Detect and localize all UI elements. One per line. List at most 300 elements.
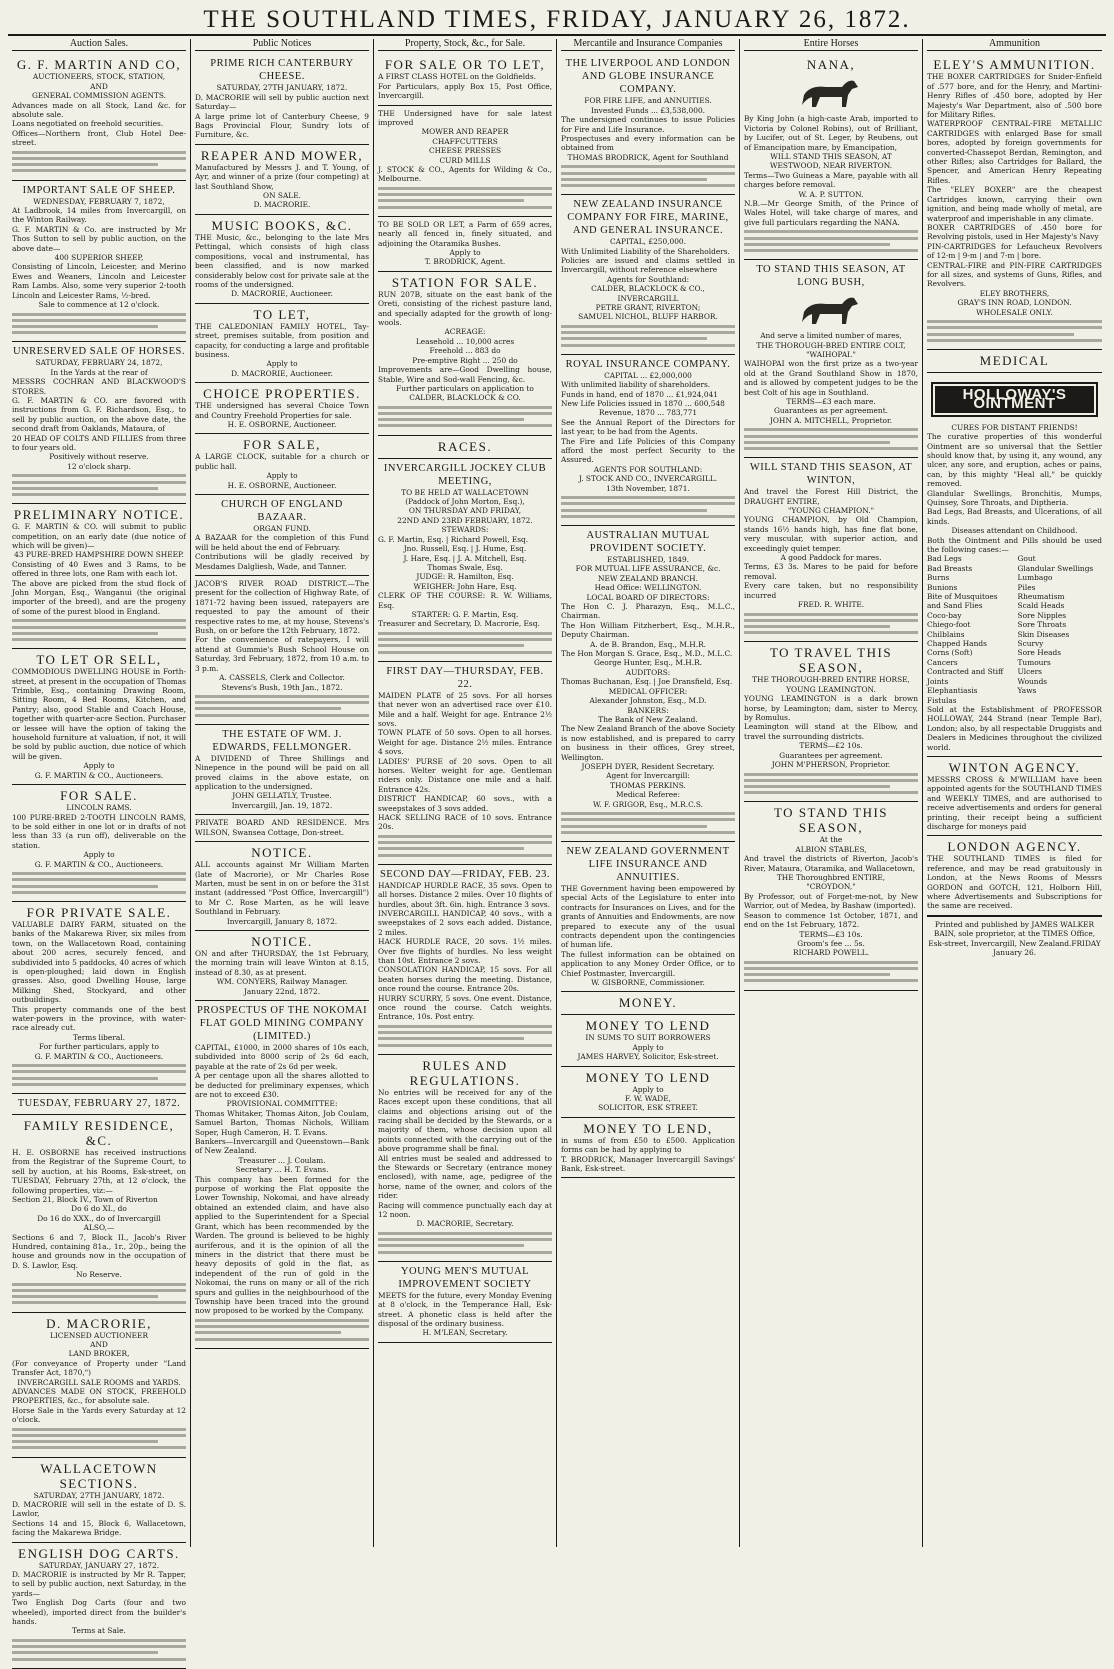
ad-line: The Hon William Fitzherbert, Esq., M.H.R., Deputy Chairman. — [561, 620, 735, 640]
ad-line: G. F. MARTIN & Co. are instructed by Mr Thos Sutton to sell by public auction, on the above date— — [12, 224, 186, 253]
advertisement — [378, 662, 552, 865]
ad-headline: INVERCARGILL JOCKEY CLUB MEETING, — [383, 462, 547, 487]
advertisement — [195, 145, 369, 215]
ad-line: CHAFFCUTTERS — [432, 136, 498, 146]
ad-headline: IMPORTANT SALE OF SHEEP. — [22, 184, 176, 196]
ad-line: Season to commence 1st October, 1871, and end on the 1st February, 1872. — [744, 910, 918, 930]
advertisement — [195, 576, 369, 725]
ad-line: Terms—Two Guineas a Mare, payable with all charges before removal. — [744, 170, 918, 190]
ad-line: "WAIHOPAI." — [806, 350, 856, 360]
ad-line: By Professor, out of Forget-me-not, by New Warrior, out of Medea, by Bashaw (imported). — [744, 891, 918, 911]
ad-line: Sections 14 and 15, Block 6, Wallacetown, facing the Makarewa Bridge. — [12, 1518, 186, 1538]
text-block — [12, 474, 186, 496]
ailment-item: Sore Heads — [1017, 648, 1062, 658]
ad-line: SATURDAY, JANUARY 27, 1872. — [38, 1560, 160, 1570]
ad-line: F. W. WADE, — [625, 1094, 671, 1103]
ad-line: 13th November, 1871. — [606, 483, 690, 493]
ad-line: HACK SELLING RACE of 10 sovs. Entrance 20s. — [378, 812, 552, 832]
ad-headline: PRIME RICH CANTERBURY CHEESE. — [210, 58, 354, 83]
ailment-item: Chilblains — [927, 629, 965, 639]
ad-line: THE THOROUGH-BRED ENTIRE HORSE, — [752, 675, 910, 685]
ad-headline: FAMILY RESIDENCE, &C. — [23, 1117, 175, 1148]
advertisement — [561, 1118, 735, 1179]
ailment-item: Fistulas — [927, 695, 957, 705]
advertisement — [561, 1015, 735, 1066]
horse-woodcut-icon — [796, 75, 866, 111]
ad-line: Bankers—Invercargill and Queenstown—Bank of New Zealand. — [195, 1137, 369, 1156]
ad-line: ON THURSDAY AND FRIDAY, — [408, 506, 522, 516]
ad-headline: CHURCH OF ENGLAND BAZAAR. — [221, 499, 343, 523]
ad-line: THE BOXER CARTRIDGES for Snider-Enfield of .577 bore, and for the Henry, and Martini-Henry Rifles of .450 bore, adopted by Her Majesty's War Department, also of .500 bore for Military Rifles. — [927, 72, 1102, 120]
ad-line: PIN-CARTRIDGES for Lefaucheux Revolvers of 12-m | 9-m | and 7-m | bore. — [927, 241, 1102, 261]
text-block — [12, 1283, 186, 1305]
ad-line: "CROYDON," — [806, 882, 856, 892]
ad-line: G. F. MARTIN & CO., Auctioneers. — [34, 770, 164, 780]
ad-line: H. E. OSBORNE, Auctioneer. — [227, 419, 337, 429]
ad-line: Thomas Buchanan, Esq. | Joe Dransfield, Esq. — [561, 677, 733, 687]
ad-line: J. STOCK & CO., Agents for Wilding & Co., Melbourne. — [378, 165, 552, 184]
advertisement — [561, 526, 735, 842]
advertisement — [561, 1067, 735, 1118]
ad-line: LADIES' PURSE of 20 sovs. Open to all horses. Welter weight for age. Gentleman riders only. Distance one mile and a half. Entrance 42s. — [378, 756, 552, 794]
ad-line: MEDICAL OFFICER: — [608, 686, 688, 696]
ailment-item: Ulcers — [1017, 667, 1042, 677]
ad-line: Secretary ... H. T. Evans. — [235, 1165, 329, 1175]
ad-headline: NOTICE. — [251, 933, 313, 949]
ad-line: TERMS—£2 10s. — [799, 741, 863, 751]
ad-line: The Fire and Life Policies of this Company afford the most perfect Security to the Assured. — [561, 436, 735, 465]
advertisement — [12, 54, 186, 180]
ailment-item: Skin Diseases — [1017, 629, 1070, 639]
columns — [8, 38, 1106, 1636]
ad-footer: Sold at the Establishment of PROFESSOR HOLLOWAY, 244 Strand (near Temple Bar), London; also, by all respectable Druggists and Dealers in Medicines throughout the civilized world. — [927, 704, 1102, 752]
ad-line: Leamington will stand at the Elbow, and travel the surrounding districts. — [744, 722, 918, 741]
ad-line: RICHARD POWELL. — [793, 948, 869, 958]
advertisement — [378, 459, 552, 662]
ad-line: Terms at Sale. — [72, 1626, 126, 1636]
ad-headline: WALLACETOWN SECTIONS. — [40, 1460, 158, 1491]
ad-line: Sections 6 and 7, Block II., Jacob's River Hundred, containing 81a., 1r., 20p., being the house and grounds now in the occupation of D. S. Lawlor, Esq. — [12, 1232, 186, 1270]
ad-line: TO BE SOLD OR LET, a Farm of 659 acres, nearly all fenced in, finely situated, and adjoining the Otaramika Bushes. — [378, 219, 552, 248]
ad-line: CALDER, BLACKLOCK & CO. — [409, 393, 521, 403]
ad-line: Contributions will be gladly received by Mesdames Dalgliesh, Wade, and Tanner. — [195, 552, 369, 571]
ad-line: WILL STAND THIS SEASON, AT — [770, 152, 892, 162]
advertisement — [12, 649, 186, 785]
ad-line: H. E. OSBORNE, Auctioneer. — [227, 480, 337, 490]
column-heading: Auction Sales. — [12, 39, 186, 51]
ad-headline: REAPER AND MOWER, — [200, 147, 364, 163]
text-block — [195, 695, 369, 717]
ad-line: G. F. MARTIN & CO. are favored with instructions from G. F. Richardson, Esq., to sell by public auction, on the above date, the second draft from Oaklands, Mataura, of — [12, 396, 186, 434]
advertisement — [561, 355, 735, 526]
ad-headline: G. F. MARTIN AND CO, — [16, 57, 182, 73]
ad-headline: STATION FOR SALE. — [391, 274, 539, 290]
advertisement — [561, 992, 735, 1015]
ad-line: With Unlimited Liability of the Shareholders. — [561, 246, 730, 256]
ad-line: THE Undersigned have for sale latest improved — [378, 108, 552, 128]
ad-line: PETRE GRANT, RIVERTON; — [595, 303, 701, 313]
text-block — [744, 961, 918, 983]
ad-line: "YOUNG CHAMPION." — [788, 506, 874, 516]
ailment-item: Corns (Soft) — [927, 648, 973, 658]
advertisement — [12, 1313, 186, 1458]
ad-line: Apply to — [632, 1084, 664, 1094]
ad-line: GRAY'S INN ROAD, LONDON. — [957, 298, 1072, 308]
ad-line: MAIDEN PLATE of 25 sovs. For all horses that never won an advertised race over £10. Mile and a half. Weight for age. Entrance 2½ sovs. — [378, 690, 552, 728]
ad-line: NEW ZEALAND BRANCH. — [598, 573, 698, 583]
ad-line: Further particulars on application to — [396, 383, 534, 393]
advertisement — [195, 725, 369, 815]
column-5 — [740, 39, 923, 1547]
ad-line: ELEY BROTHERS, — [979, 288, 1050, 298]
ad-line: Treasurer ... J. Coulam. — [238, 1155, 326, 1165]
text-block — [927, 320, 1102, 342]
imprint-line: FRIDAY January 26. — [992, 938, 1101, 958]
text-block — [378, 1232, 552, 1254]
advertisement — [195, 815, 369, 842]
text-block — [378, 835, 552, 857]
ad-line: Thomas Whitaker, Thomas Aiton, Job Coulam, Samuel Barton, Thomas Nichols, William Soper, Hugh Cameron, H. T. Evans. — [195, 1108, 369, 1137]
advertisement — [195, 1001, 369, 1349]
text-block — [744, 428, 918, 450]
ad-line: Apply to — [632, 1042, 664, 1052]
ad-line: And travel the districts of Riverton, Jacob's River, Mataura, Otaramika, and Wallacetown, — [744, 854, 918, 873]
advertisement — [378, 1055, 552, 1262]
text-block — [12, 1064, 186, 1086]
ailment-item: Tumours — [1017, 657, 1051, 667]
advertisement — [378, 865, 552, 1055]
advertisement — [195, 383, 369, 434]
advertisement — [195, 495, 369, 576]
imprint-line: Printed and published by JAMES WALKER BAIN, sole proprietor, at the TIMES Office, Esk-street, Invercargill, New Zealand. — [928, 919, 1096, 948]
ad-line: No Reserve. — [76, 1270, 122, 1280]
ailment-item: Chapped Hands — [927, 639, 987, 649]
ailments-column — [927, 554, 1012, 705]
advertisement — [195, 304, 369, 383]
ad-line: Revenue, 1870 ... 783,771 — [598, 408, 698, 418]
ad-line: ORGAN FUND. — [253, 524, 311, 533]
ad-headline: TO TRAVEL THIS SEASON, — [769, 645, 893, 676]
ad-line: SAMUEL NICHOL, BLUFF HARBOR. — [578, 312, 718, 322]
ad-line: PROVISIONAL COMMITTEE: — [226, 1099, 338, 1109]
ad-line: And travel the Forest Hill District, the DRAUGHT ENTIRE, — [744, 487, 918, 506]
advertisement — [561, 54, 735, 195]
ad-line: Funds in hand, end of 1870 ... £1,924,041 — [561, 389, 718, 399]
ad-line: G. F. MARTIN & CO., Auctioneers. — [34, 859, 164, 869]
ad-line: Prospectuses and every information can be obtained from — [561, 134, 735, 153]
ad-line: ALSO,— — [83, 1223, 115, 1233]
ad-headline: MEDICAL — [979, 352, 1050, 368]
text-block — [378, 1025, 552, 1047]
ailment-item: Burns — [927, 573, 950, 583]
ad-headline: RULES AND REGULATIONS. — [409, 1057, 521, 1088]
text-block — [195, 1319, 369, 1341]
ad-line: Alexander Johnston, Esq., M.D. — [589, 696, 707, 706]
advertisement — [378, 1262, 552, 1343]
ad-line: T. BRODRICK, Manager Invercargill Savings' Bank, Esk-street. — [561, 1154, 735, 1174]
column-2 — [191, 39, 374, 1547]
ad-line: YOUNG LEAMINGTON. — [786, 684, 876, 694]
advertisement — [378, 272, 552, 436]
ad-line: Apply to — [449, 248, 481, 258]
ad-line: Advances made on all Stock, Land &c. for absolute sale. — [12, 100, 186, 120]
ad-line: Loans negotiated on freehold securities. — [12, 119, 164, 129]
ad-line: LICENSED AUCTIONEER — [49, 1330, 149, 1340]
ad-line: D. MACRORIE will sell in the estate of D. S. Lawlor, — [12, 1499, 186, 1519]
text-block — [744, 230, 918, 252]
ad-line: LAND BROKER, — [68, 1349, 130, 1359]
ailment-item: Gout — [1017, 554, 1036, 564]
ad-line: Apply to — [83, 850, 115, 860]
text-block — [378, 187, 552, 209]
ad-line: MEETS for the future, every Monday Evening at 8 o'clock, in the Temperance Hall, Esk-street. A phonetic class is held after the disposal of the ordinary business. — [378, 1290, 552, 1328]
ad-line: Apply to — [83, 761, 115, 771]
ad-line: THE Thoroughbred ENTIRE, — [776, 873, 886, 883]
advertisement — [195, 931, 369, 1001]
ad-line: For further particulars, apply to — [39, 1042, 159, 1052]
ad-line: STARTER: G. F. Martin, Esq. — [411, 609, 519, 619]
ad-line: Invercargill, January 8, 1872. — [226, 916, 338, 926]
ad-headline: LONDON AGENCY. — [947, 839, 1082, 855]
ad-line: J. STOCK AND CO., INVERCARGILL. — [578, 474, 718, 484]
column-1 — [8, 38, 191, 1636]
ad-line: Pre-emptive Right ... 250 do — [412, 355, 518, 365]
advertisement — [927, 373, 1102, 757]
ad-line: THE Music, &c., belonging to the late Mrs Pettingal, which consists of high class compositions, vocal and instrumental, has been classified, and is now marked considerably below cost for private sale at the rooms of the undersigned. — [195, 232, 369, 289]
ad-headline: TO STAND THIS SEASON, AT LONG BUSH, — [756, 264, 906, 289]
text-block — [561, 496, 735, 518]
ad-line: Head Office: WELLINGTON. — [594, 583, 702, 593]
ad-line: Horse Sale in the Yards every Saturday at 12 o'clock. — [12, 1405, 186, 1425]
ad-headline: MONEY TO LEND, — [583, 1120, 713, 1136]
column-heading: Property, Stock, &c., for Sale. — [378, 39, 552, 51]
ad-line: Bad Legs, Bad Breasts, and Ulcerations, of all kinds. — [927, 507, 1102, 526]
ad-line: For the convenience of ratepayers, I will attend at Gummie's Bush School House on Saturday, 3rd February, 1872, from 10 a.m. to 3 p.m. — [195, 635, 369, 673]
ad-line: (Paddock of John Morton, Esq.), — [405, 497, 525, 507]
ad-line: Consisting of Lincoln, Leicester, and Merino Ewes and Weaners, Lincoln and Leicester Ram Lambs. Also, some very superior 2-tooth Lincoln and Leicester Rams, ½-bred. — [12, 262, 186, 300]
ad-line: Manufactured by Messrs J. and T. Young, of Ayr, and winner of a prize (four competing) at last Southland Show, — [195, 162, 369, 191]
column-heading: Mercantile and Insurance Companies — [561, 39, 735, 51]
ad-line: FOR MUTUAL LIFE ASSURANCE, &c. — [575, 564, 721, 574]
ad-line: George Hunter, Esq., M.H.R. — [593, 658, 703, 668]
ad-line: IN SUMS TO SUIT BORROWERS — [585, 1033, 711, 1043]
ad-line: CENTRAL-FIRE and PIN-FIRE CARTRIDGES for all sizes, and systems of Guns, Rifles, and Revolvers. — [927, 260, 1102, 289]
ad-line: Racing will commence punctually each day at 12 noon. — [378, 1200, 552, 1220]
ad-line: A. CASSELS, Clerk and Collector. — [219, 673, 345, 683]
ad-line: 400 SUPERIOR SHEEP, — [54, 253, 144, 263]
advertisement — [195, 54, 369, 144]
ad-line: Terms, £3 3s. Mares to be paid for before removal. — [744, 562, 918, 581]
ad-line: THE THOROUGH-BRED ENTIRE COLT, — [756, 340, 906, 350]
ad-line: In the Yards at the rear of — [50, 367, 148, 377]
ad-line: Leasehold ... 10,000 acres — [415, 336, 515, 346]
ad-headline: TO STAND THIS SEASON, — [773, 805, 889, 836]
ad-line: The Hon C. J. Pharazyn, Esq., M.L.C., Chairman. — [561, 602, 735, 621]
ad-line: A DIVIDEND of Three Shillings and Ninepence in the pound will be paid on all proved claims in the above estate, on application to the undersigned. — [195, 753, 369, 792]
advertisement — [12, 1094, 186, 1115]
ailment-item: Rheumatism — [1017, 592, 1065, 602]
ad-line: LINCOLN RAMS. — [66, 803, 132, 813]
ad-line: Freehold ... 883 do — [429, 346, 501, 356]
holloway-banner: HOLLOWAY'S OINTMENT — [931, 382, 1098, 417]
ad-line: CURES FOR DISTANT FRIENDS! — [951, 422, 1078, 432]
ad-line: T. BRODRICK, Agent. — [424, 257, 506, 267]
ailment-item: Cancers — [927, 657, 958, 667]
ad-line: HANDICAP HURDLE RACE, 35 sovs. Open to all horses. Distance 2 miles. Over 10 flights of hurdles, about 3ft. 6in. high. Entrance 3 sovs. — [378, 880, 552, 909]
ailment-item: Sore Nipples — [1017, 610, 1067, 620]
ad-line: BANKERS: — [627, 705, 669, 715]
ad-line: The New Zealand Branch of the above Society is now established, and is prepared to carry on business in their offices, Grey street, Wellington. — [561, 724, 735, 762]
ad-headline: NANA, — [806, 57, 856, 73]
ad-line: AGENTS FOR SOUTHLAND: — [593, 464, 703, 474]
ailment-item: Lumbago — [1017, 573, 1053, 583]
ad-line: Positively without reserve. — [49, 452, 149, 462]
ailment-item: Wounds — [1017, 676, 1048, 686]
advertisement — [12, 181, 186, 343]
text-block — [12, 151, 186, 173]
ailment-item: Contracted and Stiff Joints — [927, 667, 1004, 686]
ailment-item: Bunions — [927, 582, 958, 592]
ad-line: INVERCARGILL HANDICAP, 40 sovs., with a sweepstakes of 2 sovs each added. Distance, 2 miles. — [378, 908, 552, 937]
ad-line: HURRY SCURRY, 5 sovs. One event. Distance, once round the course. Catch weights. Entrance, 10s. Post entry. — [378, 993, 552, 1022]
ad-headline: NEW ZEALAND INSURANCE COMPANY FOR FIRE, MARINE, AND GENERAL INSURANCE. — [567, 199, 729, 237]
ad-line: PRIVATE BOARD AND RESIDENCE. Mrs WILSON, Swansea Cottage, Don-street. — [195, 818, 369, 837]
ad-line: A per centage upon all the shares allotted to be deducted for preliminary expenses, which are not to exceed £30. — [195, 1071, 369, 1099]
ad-headline: NOTICE. — [251, 845, 313, 861]
ad-line: W. A. P. SUTTON. — [798, 189, 864, 199]
ad-line: Diseases attendant on Childhood. — [951, 526, 1078, 536]
ad-line: ALBION STABLES, — [795, 844, 867, 854]
horse-woodcut-icon — [796, 292, 866, 328]
text-block — [744, 613, 918, 635]
ad-line: THE SOUTHLAND TIMES is filed for reference, and may be read gratuitously in London, at the News Rooms of Messrs GORDON and GOTCH, 121, Holborn Hill, where Advertisements and Subscriptions for the same are received. — [927, 854, 1102, 911]
ad-line: FOR FIRE LIFE, and ANNUITIES. — [584, 96, 712, 106]
ad-headline: TUESDAY, FEBRUARY 27, 1872. — [17, 1097, 181, 1109]
ad-line: At the — [819, 835, 843, 845]
ad-headline: NEW ZEALAND GOVERNMENT LIFE INSURANCE AND ANNUITIES. — [566, 845, 730, 883]
ad-line: TOWN PLATE of 50 sovs. Open to all horses. Weight for age. Distance 2½ miles. Entrance 4 sovs. — [378, 728, 552, 757]
ad-line: 100 PURE-BRED 2-TOOTH LINCOLN RAMS, to be sold either in one lot or in drafts of not less than 33 (a run off), deliverable on the station. — [12, 812, 186, 850]
ad-line: JAMES HARVEY, Solicitor, Esk-street. — [577, 1052, 719, 1062]
ad-line: With unlimited liability of shareholders. — [561, 380, 711, 390]
advertisement — [927, 350, 1102, 373]
column-6 — [923, 39, 1106, 1547]
ailment-item: Scald Heads — [1017, 601, 1065, 611]
ad-headline: RACES. — [437, 438, 493, 454]
advertisement — [195, 215, 369, 304]
ad-line: Glandular Swellings, Bronchitis, Mumps, Quinsey, Sore Throats, and Diptheria. — [927, 488, 1102, 507]
ad-line: ACREAGE: — [444, 327, 486, 337]
ad-line: in sums of from £50 to £500. Application forms can be had by applying to — [561, 1135, 735, 1155]
ad-line: H. M'LEAN, Secretary. — [422, 1328, 508, 1338]
ad-line: 20 HEAD OF COLTS AND FILLIES from three to four years old. — [12, 433, 186, 453]
ad-line: WAIHOPAI won the first prize as a two-year old at the Grand Southland Show in 1870, and is allowed by competent judges to be the best Colt of his age in Southland. — [744, 359, 918, 397]
column-heading: Ammunition — [927, 39, 1102, 51]
ad-line: The above are picked from the stud flock of John Morgan, Esq., Wanganui (the original importer of the breed), and are the progeny of some of the purest blood in England. — [12, 578, 186, 616]
text-block — [12, 619, 186, 641]
ad-line: SOLICITOR, ESK STREET. — [598, 1103, 698, 1113]
ad-line: CAPITAL ... £2,000,000 — [604, 370, 692, 380]
ad-line: The curative properties of this wonderful Ointment are so universal that the Settler should know that, by using it, any wound, any ulcer, any sore, and eruption, aches or pains, can, by this mighty "Heal all," be quickly removed. — [927, 432, 1102, 489]
ad-line: By King John (a high-caste Arab, imported to Victoria by Colonel Robins), out of Brilliant, by Lucifer, out of St. Leger, by Reubens, out of Emancipation mare, by Emancipation, — [744, 114, 918, 152]
ad-line: A FIRST CLASS HOTEL on the Goldfields. — [378, 72, 536, 82]
ad-line: A large prime lot of Canterbury Cheese, 9 Bags Provincial Flour, Sundry lots of Furniture, &c. — [195, 111, 369, 140]
ad-line: Two English Dog Carts (four and two wheeled), imported direct from the builder's hands. — [12, 1598, 186, 1626]
column-4 — [557, 39, 740, 1547]
advertisement — [744, 260, 918, 458]
ailment-item: Coco-bay — [927, 610, 962, 620]
ad-headline: WINTON AGENCY. — [948, 759, 1081, 775]
ad-line: TERMS—£3 10s. — [799, 929, 863, 939]
ad-line: N.B.—Mr George Smith, of the Prince of Wales Hotel, will take charge of mares, and give full particulars regarding the NANA. — [744, 199, 918, 227]
ad-line: Guarantees per agreement. — [779, 750, 883, 760]
ad-line: Consisting of 40 Ewes and 3 Rams, to be offered in three lots, one Ram with each lot. — [12, 559, 186, 579]
ad-line: SATURDAY, 27TH JANUARY, 1872. — [216, 83, 348, 93]
imprint — [927, 916, 1102, 958]
ad-line: No entries will be received for any of the Races except upon these conditions, that all claims and objections arising out of the racing shall be decided by the Stewards, or a majority of them, whose decision upon all points connected with the carrying out of the above programme shall be final. — [378, 1087, 552, 1154]
ad-line: Agents for Southland: — [606, 274, 690, 284]
ad-line: CAPITAL, £250,000. — [610, 237, 686, 247]
ad-line: WATERPROOF CENTRAL-FIRE METALLIC CARTRIDGES with enlarged Base for small bores, adopted by foreign governments for converted-Chassepot Berdan, Remington, and other Rifles; also Cartridges for Ballard, the Spencer, and American Henry Repeating Rifles. — [927, 119, 1102, 185]
ad-line: This company has been formed for the purpose of working the Flat opposite the Lower Township, Nokomai, and have already obtained an extended claim, and have also applied to the Superintendent for a Special Grant, which has been recommended by the Warden. The ground is believed to be highly auriferous, and it is the opinion of all the miners in the district that there must be heavy deposits of gold in the flat, as independent of the run of gold in the Nokomai, the runs on many or all of the rich spurs and gullies in the neighbourhood of the Township have been traced into the ground now proposed to be worked by the Company. — [195, 1174, 369, 1316]
ad-line: A LARGE CLOCK, suitable for a church or public hall. — [195, 452, 369, 471]
ad-line: TERMS—£3 each mare. — [786, 397, 876, 407]
ailment-item: Yaws — [1017, 686, 1037, 696]
ad-headline: FOR PRIVATE SALE. — [26, 904, 172, 920]
advertisement — [12, 1115, 186, 1313]
ad-line: BOXER CARTRIDGES of .450 bore for Revolving pistols, used in Her Majesty's Navy — [927, 222, 1102, 242]
ad-line: THOMAS PERKINS. — [610, 780, 686, 790]
ad-line: CONSOLATION HANDICAP, 15 sovs. For all beaten horses during the meeting. Distance, once round the course. Entrance 20s. — [378, 965, 552, 994]
ad-headline: UNRESERVED SALE OF HORSES. — [12, 346, 185, 358]
ad-line: CURD MILLS — [439, 155, 491, 165]
column-3 — [374, 39, 557, 1547]
advertisement — [12, 342, 186, 504]
ad-line: New Life Policies issued in 1870 ... 600,548 — [561, 399, 725, 408]
ailment-item: Bad Legs — [927, 554, 962, 564]
ad-headline: WILL STAND THIS SEASON, AT WINTON, — [749, 462, 913, 487]
ad-line: The undersigned continues to issue Policies for Fire and Life Insurance. — [561, 115, 735, 134]
ad-line: Both the Ointment and Pills should be used the following cases:— — [927, 535, 1102, 554]
ad-line: ON SALE. — [263, 191, 301, 201]
text-block — [561, 165, 735, 187]
advertisement — [561, 195, 735, 355]
ad-line: The Bank of New Zealand. — [598, 714, 698, 724]
text-block — [561, 812, 735, 834]
ad-line: Invercargill, Jan. 19, 1872. — [231, 800, 333, 810]
ad-line: Improvements are—Good Dwelling house, Stable, Wire and Sod-wall Fencing, &c. — [378, 365, 552, 384]
column-heading: Public Notices — [195, 39, 369, 51]
ad-line: Apply to — [266, 359, 298, 369]
advertisement — [195, 434, 369, 495]
advertisement — [378, 217, 552, 272]
ailment-item: Chiego-foot — [927, 620, 971, 630]
ad-line: ON and after THURSDAY, the 1st February, the morning train will leave Winton at 8.15, instead of 8.30, as at present. — [195, 948, 369, 977]
ad-line: Guarantees as per agreement. — [773, 406, 889, 416]
text-block — [378, 632, 552, 654]
ad-line: Medical Referee: — [615, 790, 681, 800]
ad-line: THOMAS BRODRICK, Agent for Southland — [567, 152, 729, 162]
text-block — [12, 1428, 186, 1450]
ad-headline: FOR SALE OR TO LET, — [384, 57, 546, 73]
ad-headline: MONEY TO LEND — [585, 1069, 711, 1085]
ad-line: WEDNESDAY, FEBRUARY 7, 1872, — [33, 196, 165, 206]
column-heading: Entire Horses — [744, 39, 918, 51]
ad-line: This property commands one of the best water-powers in the province, with water-race already cut. — [12, 1004, 186, 1033]
ad-line: W. F. GRIGOR, Esq., M.R.C.S. — [593, 799, 703, 809]
ad-headline: MUSIC BOOKS, &C. — [211, 217, 353, 233]
ad-line: Sale to commence at 12 o'clock. — [38, 300, 160, 310]
